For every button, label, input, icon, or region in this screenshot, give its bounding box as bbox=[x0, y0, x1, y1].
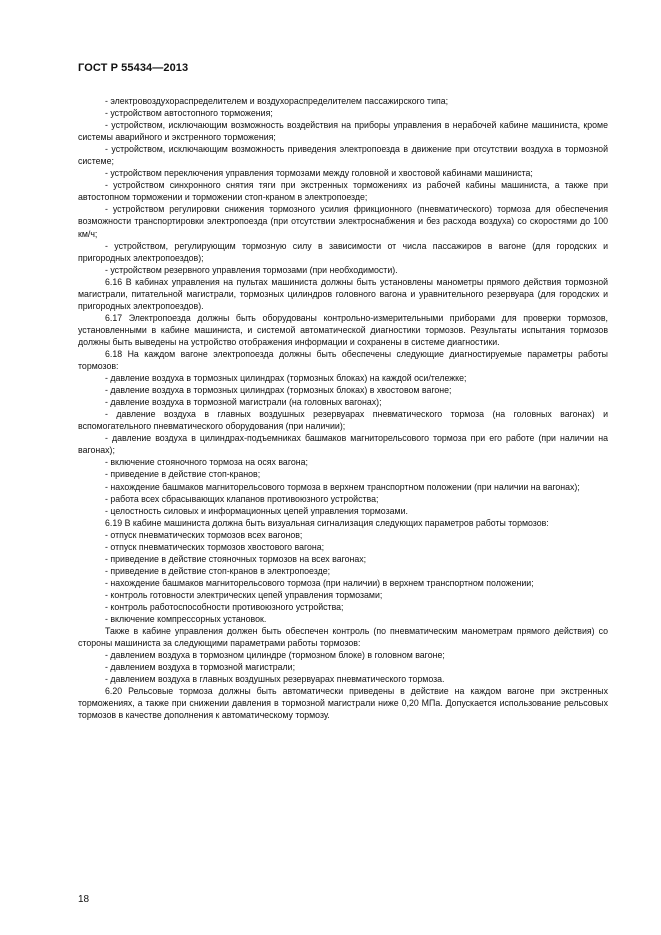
paragraph: - давление воздуха в цилиндрах-подъемниках башмаков магниторельсового тормоза при его работе (при наличии на вагонах); bbox=[78, 433, 608, 456]
paragraph: - устройством переключения управления тормозами между головной и хвостовой кабинами машиниста; bbox=[105, 168, 533, 179]
paragraph: Также в кабине управления должен быть обеспечен контроль (по пневматическим манометрам прямого действия) со стороны машиниста за следующими параметрами работы тормозов: bbox=[78, 626, 608, 649]
paragraph: - устройством резервного управления тормозами (при необходимости). bbox=[105, 264, 398, 275]
clause-6-16: 6.16 В кабинах управления на пультах машиниста должны быть установлены манометры прямого действия тормозной магистрали, питательной магистрали, тормозных цилиндров головного вагона и уравнительного резервуара (для городских и пригородных электропоездов). bbox=[78, 276, 608, 311]
paragraph: - устройством регулировки снижения тормозного усилия фрикционного (пневматического) тормоза для обеспечения возможности транспортировки электропоезда (при отсутствии электроснабжения и без расхода воздуха) со скоростями до 100 км/ч; bbox=[78, 204, 608, 239]
paragraph: - устройством, регулирующим тормозную силу в зависимости от числа пассажиров в вагоне (для городских и пригородных электропоездов); bbox=[78, 240, 608, 263]
paragraph: - давление воздуха в тормозной магистрали (на головных вагонах); bbox=[105, 397, 382, 408]
paragraph: - контроль готовности электрических цепей управления тормозами; bbox=[105, 589, 383, 600]
paragraph: - включение компрессорных установок. bbox=[105, 614, 267, 625]
paragraph: - устройством, исключающим возможность воздействия на приборы управления в нерабочей кабине машиниста, кроме системы аварийного и экстренного торможения; bbox=[78, 120, 608, 143]
document-body bbox=[78, 95, 608, 721]
clause-6-20: 6.20 Рельсовые тормоза должны быть автоматически приведены в действие на каждом вагоне при экстренных торможениях, а также при снижении давления в тормозной магистрали ниже 0,20 МПа. Допускается использование рельсовых тормозов в качестве дополнения к автоматическому тормозу. bbox=[78, 686, 608, 721]
paragraph: - приведение в действие стояночных тормозов на всех вагонах; bbox=[105, 553, 367, 564]
paragraph: - приведение в действие стоп-кранов в электропоезде; bbox=[105, 565, 331, 576]
paragraph: - давлением воздуха в тормозном цилиндре (тормозном блоке) в головном вагоне; bbox=[105, 650, 445, 661]
paragraph: - отпуск пневматических тормозов всех вагонов; bbox=[105, 529, 303, 540]
paragraph: - нахождение башмаков магниторельсового тормоза в верхнем транспортном положении (при наличии на вагонах); bbox=[105, 481, 580, 492]
paragraph: - контроль работоспособности противоюзного устройства; bbox=[105, 601, 344, 612]
paragraph: - устройством, исключающим возможность приведения электропоезда в движение при отсутствии воздуха в тормозной системе; bbox=[78, 144, 608, 167]
paragraph: - приведение в действие стоп-кранов; bbox=[105, 469, 261, 480]
paragraph: - нахождение башмаков магниторельсового тормоза (при наличии) в верхнем транспортном положении; bbox=[105, 577, 534, 588]
paragraph: - целостность силовых и информационных цепей управления тормозами. bbox=[105, 505, 408, 516]
paragraph: - включение стояночного тормоза на осях вагона; bbox=[105, 457, 308, 468]
clause-6-19: 6.19 В кабине машиниста должна быть визуальная сигнализация следующих параметров работы тормозов: bbox=[105, 517, 549, 528]
paragraph: - отпуск пневматических тормозов хвостового вагона; bbox=[105, 541, 325, 552]
paragraph: - устройством автостопного торможения; bbox=[105, 108, 273, 119]
paragraph: - давлением воздуха в тормозной магистрали; bbox=[105, 662, 296, 673]
document-header: ГОСТ Р 55434—2013 bbox=[78, 62, 189, 74]
page-number: 18 bbox=[78, 894, 90, 905]
paragraph: - давление воздуха в тормозных цилиндрах (тормозных блоках) в хвостовом вагоне; bbox=[105, 385, 452, 396]
paragraph: - давление воздуха в тормозных цилиндрах (тормозных блоках) на каждой оси/тележке; bbox=[105, 373, 467, 384]
paragraph: - электровоздухораспределителем и воздухораспределителем пассажирского типа; bbox=[105, 96, 449, 106]
paragraph: - давлением воздуха в главных воздушных резервуарах пневматического тормоза. bbox=[105, 674, 445, 685]
paragraph: - давление воздуха в главных воздушных резервуарах пневматического тормоза (на головных вагонах) и вспомогательного пневматического оборудования (при наличии); bbox=[78, 409, 608, 432]
clause-6-18: 6.18 На каждом вагоне электропоезда должны быть обеспечены следующие диагностируемые параметры работы тормозов: bbox=[78, 348, 608, 372]
paragraph: - устройством синхронного снятия тяги при экстренных торможениях из рабочей кабины машиниста, а также при автостопном торможении и торможении стоп-краном в электропоезде; bbox=[78, 180, 608, 203]
paragraph: - работа всех сбрасывающих клапанов противоюзного устройства; bbox=[105, 493, 379, 504]
clause-6-17: 6.17 Электропоезда должны быть оборудованы контрольно-измерительными приборами для проверки тормозов, установленными в кабине машиниста, и системой автоматической диагностики тормозов. Результаты испытания тормозов должны быть выведены на устройство отображения информации и сохранены в системе диагностики. bbox=[78, 312, 608, 347]
